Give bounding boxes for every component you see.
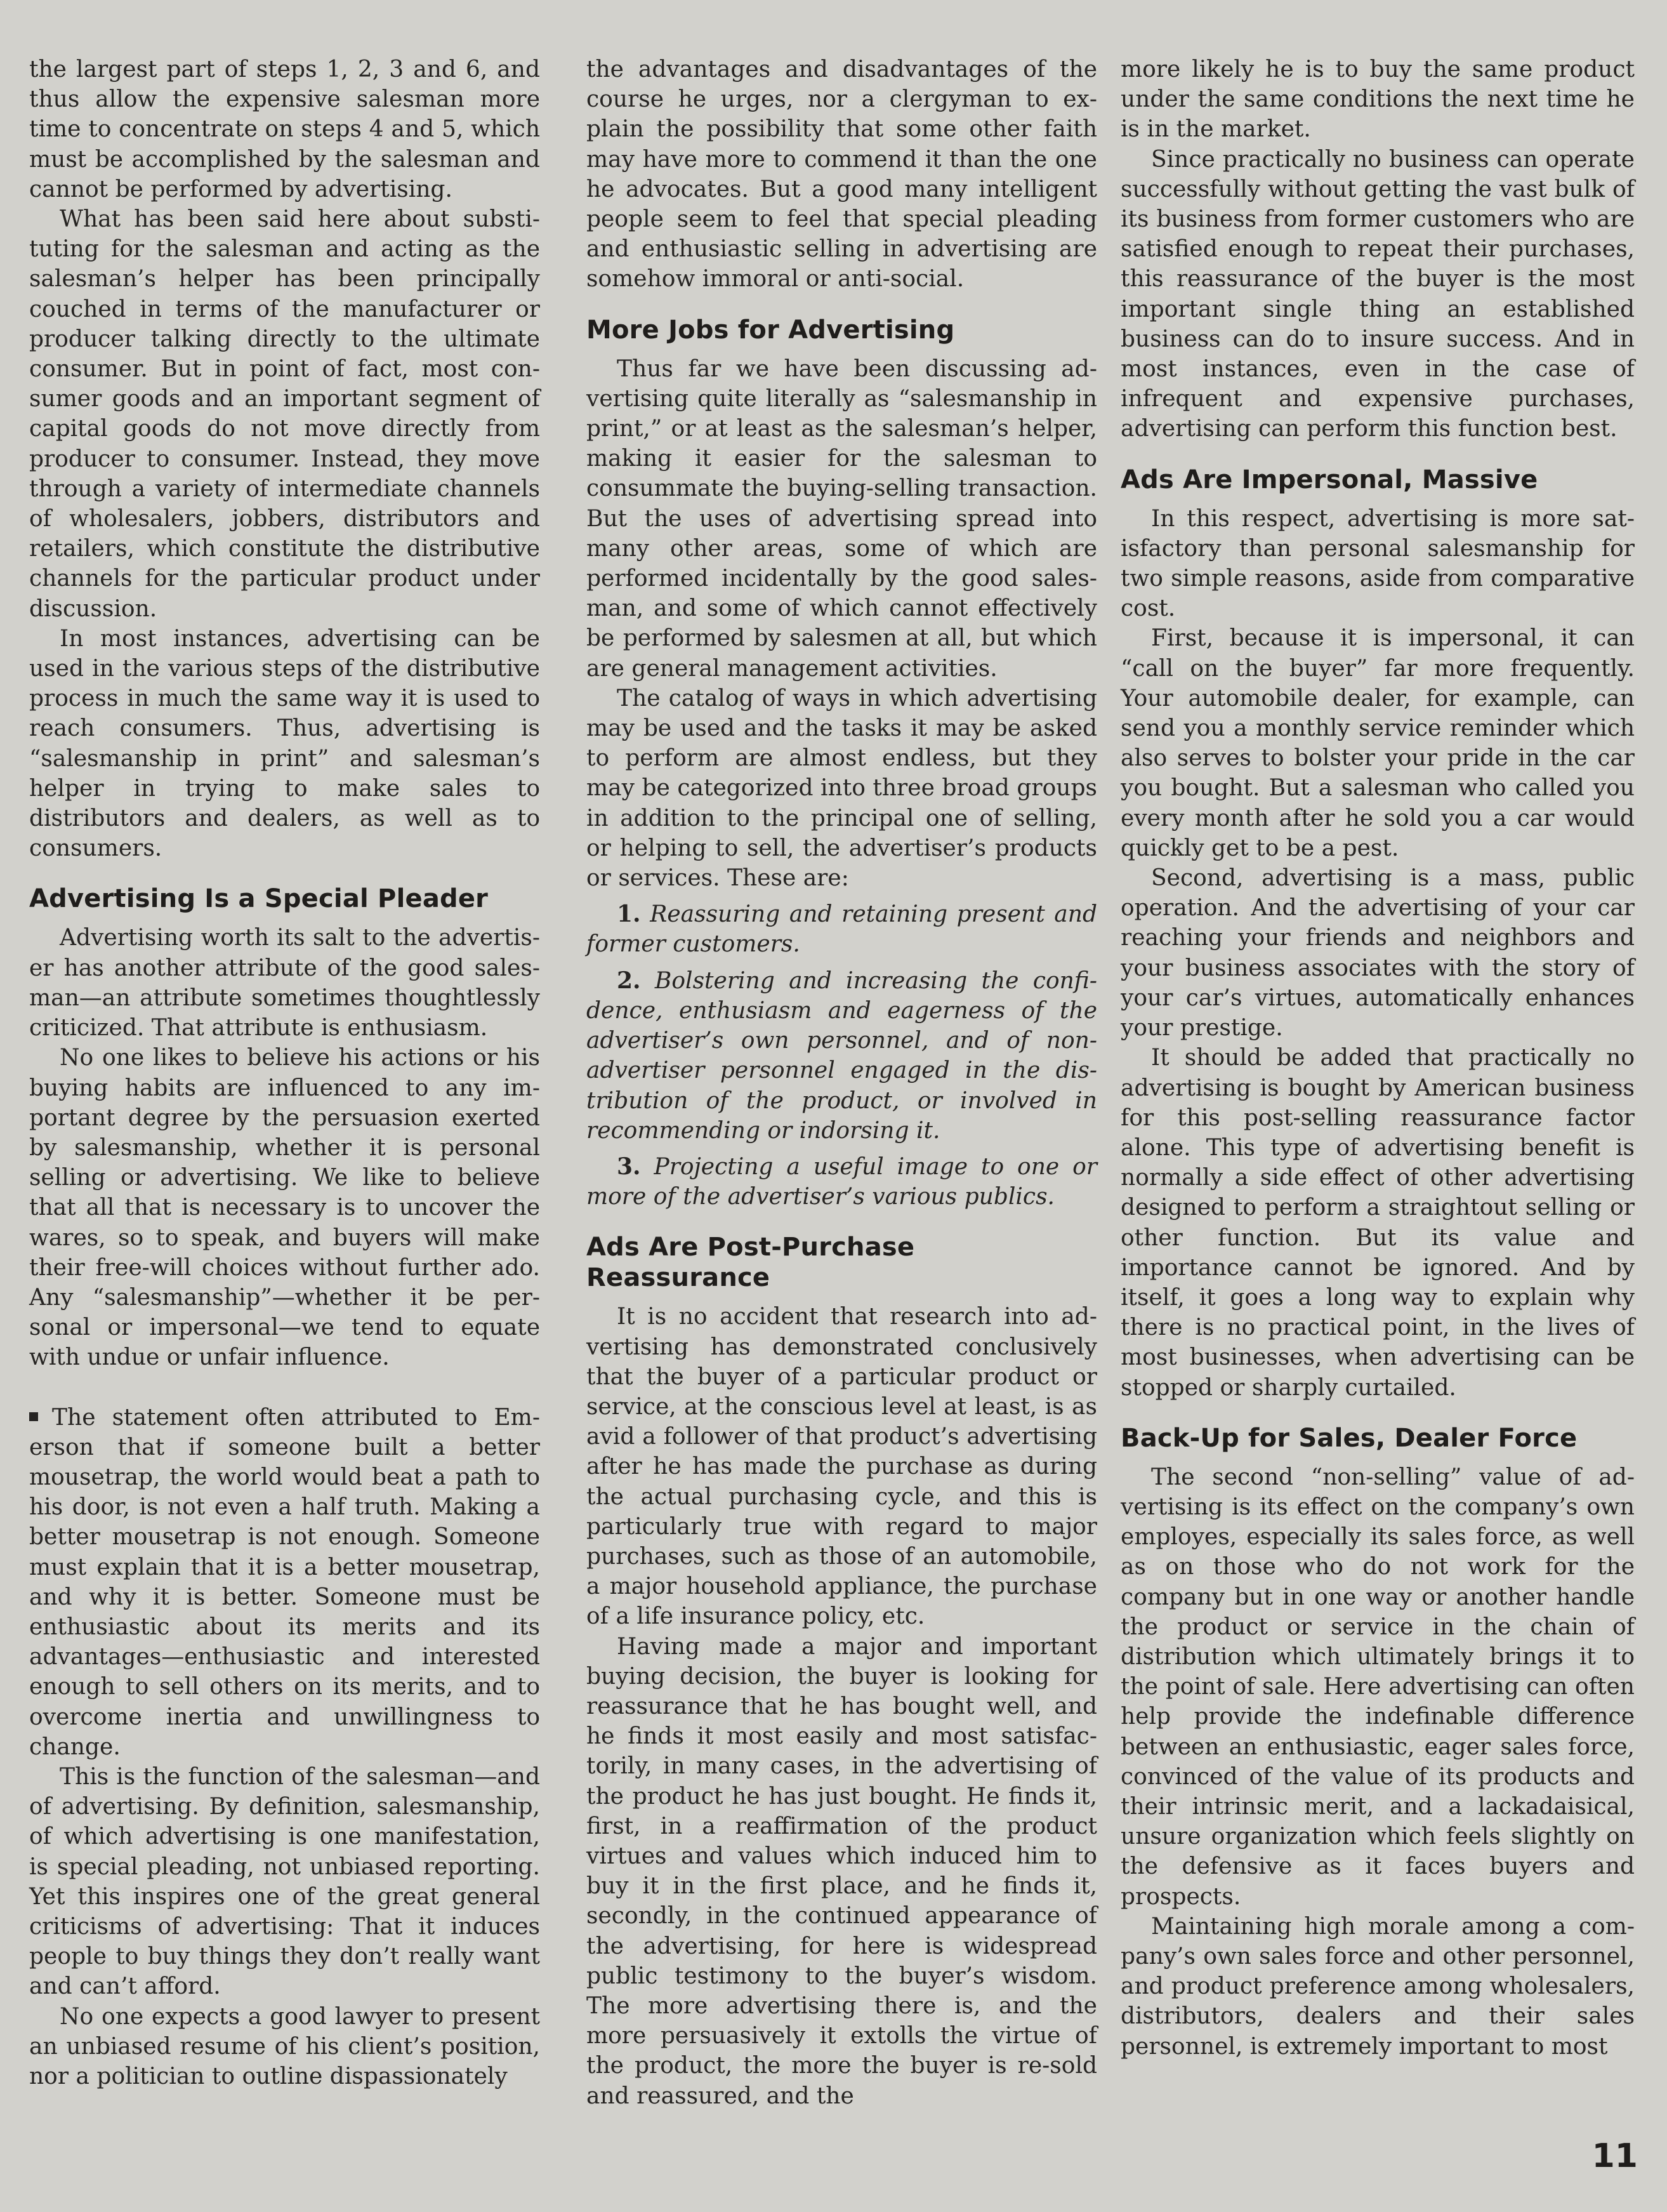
- paragraph: Since practically no business can operate successfully without getting the vast bulk of its business from former customers who are satisfied enough to repeat their purchases, this reassurance of the buyer is the most important single thing an established business can do to insure success. And in most instances, even in the case of infrequent and expensive purchases, advertising can perform this function best.: [1121, 146, 1635, 442]
- paragraph: This is the function of the salesman—and of advertising. By definition, salesmanship, of which advertising is one manifestation, is special pleading, not unbiased reporting. Yet this inspires one of the great general criticisms of advertising: That it induces people to buy things they don’t really want and can’t afford.: [29, 1763, 540, 2000]
- item-number: 1.: [617, 901, 641, 928]
- paragraph: The catalog of ways in which advertising may be used and the tasks it may be asked to perform are almost endless, but they may be categorized into three broad groups in addition to the principal one of selling, or helping to sell, the advertiser’s products or services. These are:: [586, 685, 1097, 892]
- numbered-item: [586, 966, 1097, 1146]
- paragraph: the largest part of steps 1, 2, 3 and 6, and thus allow the expensive salesman more time to concentrate on steps 4 and 5, which must be accomplished by the salesman and cannot be performed by advertising.: [29, 56, 540, 202]
- paragraph: the advantages and disadvantages of the course he urges, nor a clergyman to explain the possibility that some other faith may have more to commend it than the one he advocates. But a good many intelligent people seem to feel that special pleading and enthusiastic selling in advertising are somehow immoral or anti-social.: [586, 56, 1097, 293]
- paragraph: Maintaining high morale among a company’s own sales force and other personnel, and product preference among wholesalers, distributors, dealers and their sales personnel, is extremely important to most: [1121, 1913, 1635, 2060]
- paragraph: It should be added that practically no advertising is bought by American business for this post-selling reassurance factor alone. This type of advertising benefit is normally a side effect of other advertising designed to perform a straightout selling or other function. But its value and importance cannot be ignored. And by itself, it goes a long way to explain why there is no practical point, in the lives of most businesses, when advertising can be stopped or sharply curtailed.: [1121, 1045, 1635, 1401]
- paragraph: It is no accident that research into advertising has demonstrated conclusively that the buyer of a particular product or service, at the conscious level at least, is as avid a follower of that product’s advertising after he has made the purchase as during the actual purchasing cycle, and this is particularly true with regard to major purchases, such as those of an automobile, a major household appliance, the purchase of a life insurance policy, etc.: [586, 1304, 1097, 1630]
- paragraph: First, because it is impersonal, it can “call on the buyer” far more frequently. Your automobile dealer, for example, can send you a monthly service reminder which also serves to bolster your pride in the car you bought. But a salesman who called you every month after he sold you a car would quickly get to be a pest.: [1121, 625, 1635, 861]
- section-heading: More Jobs for Advertising: [586, 315, 955, 345]
- text-column-right: [1121, 55, 1635, 2062]
- item-text: Reassuring and retaining present and former customers.: [586, 901, 1097, 958]
- section-heading: Back-Up for Sales, Dealer Force: [1121, 1423, 1578, 1453]
- numbered-item: [586, 899, 1097, 959]
- paragraph: No one likes to believe his actions or his buying habits are influenced to any important degree by the persuasion exerted by salesmanship, whether it is personal selling or advertising. We like to believe that all that is necessary is to uncover the wares, so to speak, and buyers will make their free-will choices without further ado. Any “salesmanship”—whether it be personal or impersonal—we tend to equate with undue or unfair influence.: [29, 1045, 540, 1371]
- text-column-left: [29, 55, 540, 2091]
- section-heading: Advertising Is a Special Pleader: [29, 884, 489, 914]
- section-heading: Ads Are Post-Purchase Reassurance: [586, 1233, 915, 1293]
- text-column-middle: [586, 55, 1097, 2111]
- item-number: 3.: [617, 1153, 641, 1180]
- page-number: 11: [1591, 2137, 1638, 2175]
- paragraph: In this respect, advertising is more satisfactory than personal salesmanship for two simple reasons, aside from comparative cost.: [1121, 505, 1635, 622]
- paragraph: Having made a major and important buying decision, the buyer is looking for reassurance that he has bought well, and he finds it most easily and most satisfactorily, in many cases, in the advertising of the product he has just bought. He finds it, first, in a reaffirmation of the product virtues and values which induced him to buy it in the first place, and he finds it, secondly, in the continued appearance of the advertising, for here is widespread public testimony to the buyer’s wisdom. The more advertising there is, and the more persuasively it extolls the virtue of the product, the more the buyer is re-sold and reassured, and the: [586, 1633, 1097, 2109]
- paragraph: What has been said here about substituting for the salesman and acting as the salesman’s helper has been principally couched in terms of the manufacturer or producer talking directly to the ultimate consumer. But in point of fact, most consumer goods and an important segment of capital goods do not move directly from producer to consumer. Instead, they move through a variety of intermediate channels of wholesalers, jobbers, distributors and retailers, which constitute the distributive channels for the particular product under discussion.: [29, 206, 540, 622]
- paragraph: more likely he is to buy the same product under the same conditions the next time he is in the market.: [1121, 56, 1635, 143]
- item-text: Bolstering and increasing the confidence, enthusiasm and eagerness of the advertiser’s own personnel, and of non-advertiser personnel engaged in the distribution of the product, or involved in recommending or indorsing it.: [586, 967, 1097, 1144]
- paragraph-text: The statement often attributed to Emerson that if someone built a better mousetrap, the world would beat a path to his door, is not even a half truth. Making a better mousetrap is not enough. Someone must explain that it is a better mousetrap, and why it is better. Someone must be enthusiastic about its merits and its advantages—enthusiastic and interested enough to sell others on its merits, and to overcome inertia and unwillingness to change.: [29, 1404, 540, 1760]
- bullet-paragraph: [29, 1403, 540, 1762]
- paragraph: Second, advertising is a mass, public operation. And the advertising of your car reaching your friends and neighbors and your business associates with the story of your car’s virtues, automatically enhances your prestige.: [1121, 865, 1635, 1042]
- square-bullet-icon: [29, 1412, 38, 1421]
- paragraph: The second “non-selling” value of advertising is its effect on the company’s own employes, especially its sales force, as well as on those who do not work for the company but in one way or another handle the product or service in the chain of distribution which ultimately brings it to the point of sale. Here advertising can often help provide the indefinable difference between an enthusiastic, eager sales force, convinced of the value of its products and their intrinsic merit, and a lackadaisical, unsure organization which feels slightly on the defensive as it faces buyers and prospects.: [1121, 1464, 1635, 1910]
- item-text: Projecting a useful image to one or more of the advertiser’s various publics.: [586, 1153, 1097, 1210]
- section-heading: Ads Are Impersonal, Massive: [1121, 465, 1538, 494]
- paragraph: Advertising worth its salt to the advertiser has another attribute of the good salesman—an attribute sometimes thoughtlessly criticized. That attribute is enthusiasm.: [29, 925, 540, 1042]
- numbered-item: [586, 1152, 1097, 1212]
- paragraph: Thus far we have been discussing advertising quite literally as “salesmanship in print,” or at least as the salesman’s helper, making it easier for the salesman to consummate the buying-selling transaction. But the uses of advertising spread into many other areas, some of which are performed incidentally by the good salesman, and some of which cannot effectively be performed by salesmen at all, but which are general management activities.: [586, 355, 1097, 682]
- paragraph: In most instances, advertising can be used in the various steps of the distributive process in much the same way it is used to reach consumers. Thus, advertising is “salesmanship in print” and salesman’s helper in trying to make sales to distributors and dealers, as well as to consumers.: [29, 625, 540, 862]
- paragraph: No one expects a good lawyer to present an unbiased resume of his client’s position, nor a politician to outline dispassionately: [29, 2003, 540, 2089]
- item-number: 2.: [617, 967, 641, 994]
